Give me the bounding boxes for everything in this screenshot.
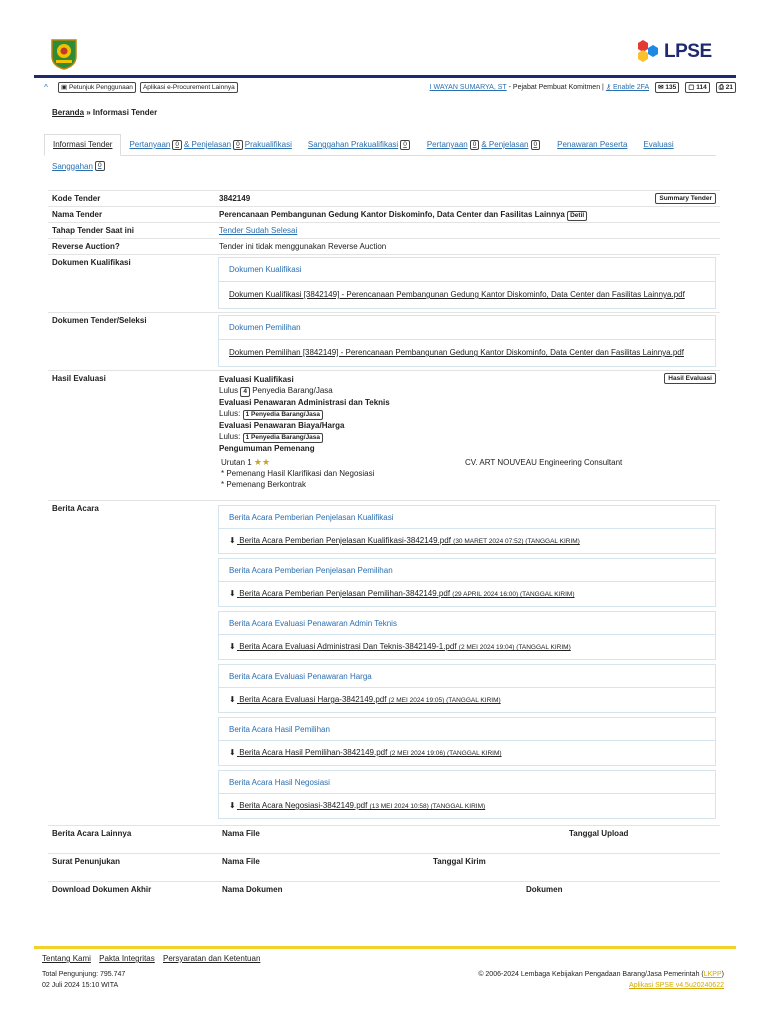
mail-count: 135	[665, 83, 677, 91]
berita-acara-filename: Berita Acara Evaluasi Harga-3842149.pdf	[239, 695, 387, 704]
hasil-evaluasi-label: Hasil Evaluasi	[52, 374, 106, 383]
lulus-harga-badge: 1 Penyedia Barang/Jasa	[243, 433, 323, 443]
download-dokumen-label: Download Dokumen Akhir	[52, 885, 152, 894]
berita-acara-filename: Berita Acara Pemberian Penjelasan Kualifikasi-3842149.pdf	[239, 536, 451, 545]
print-badge[interactable]	[716, 82, 736, 93]
collapse-caret-icon[interactable]: ^	[44, 82, 48, 92]
tab-sanggahan-prak-label: Sanggahan Prakualifikasi	[307, 140, 399, 149]
row-tahap-tender	[48, 222, 720, 238]
regency-logo-icon[interactable]	[48, 36, 80, 70]
download-icon: ⬇	[229, 589, 236, 598]
total-pengunjung: Total Pengunjung: 795.747	[42, 971, 126, 978]
pemenang-note-1: * Pemenang Hasil Klarifikasi dan Negosiasi	[221, 469, 375, 478]
berita-acara-heading: Berita Acara Evaluasi Penawaran Admin Teknis	[219, 612, 715, 635]
berita-acara-panel	[218, 770, 716, 819]
footer-date: 02 Juli 2024 15:10 WITA	[42, 982, 119, 989]
dokumen-tender-label: Dokumen Tender/Seleksi	[52, 316, 147, 325]
lkpp-link[interactable]: LKPP	[703, 971, 722, 978]
berita-acara-heading: Berita Acara Evaluasi Penawaran Harga	[219, 665, 715, 688]
berita-acara-panel	[218, 664, 716, 713]
user-info	[430, 82, 736, 93]
lulus-harga-label: Lulus:	[219, 432, 241, 441]
inbox-icon: ▢	[688, 83, 695, 91]
tender-tabs	[44, 134, 716, 176]
download-col-nama-dokumen: Nama Dokumen	[222, 885, 283, 894]
print-icon: ⎙	[718, 83, 724, 91]
row-berita-acara	[48, 500, 720, 825]
winner-name: CV. ART NOUVEAU Engineering Consultant	[465, 458, 623, 467]
download-icon: ⬇	[229, 748, 236, 757]
kode-tender-label: Kode Tender	[52, 194, 101, 203]
berita-acara-date: (2 MEI 2024 19:05) (TANGGAL KIRIM)	[388, 697, 501, 704]
pertanyaan-count: 0	[172, 140, 182, 150]
berita-acara-filename: Berita Acara Hasil Pemilihan-3842149.pdf	[239, 748, 388, 757]
tab-penjelasan-label: & Penjelasan	[183, 140, 232, 149]
row-hasil-evaluasi	[48, 370, 720, 500]
lulus-kualifikasi-suffix: Penyedia Barang/Jasa	[252, 386, 333, 395]
copyright-close: )	[721, 971, 724, 978]
tab-penjelasan2-label: & Penjelasan	[481, 140, 529, 149]
lpse-hexagon-icon	[634, 38, 664, 64]
berita-lainnya-label: Berita Acara Lainnya	[52, 829, 132, 838]
tab-evaluasi[interactable]: Evaluasi	[643, 140, 674, 149]
dokumen-kualifikasi-panel	[218, 257, 716, 309]
enable-2fa-label: Enable 2FA	[612, 84, 650, 91]
tab-prakualifikasi-label: Prakualifikasi	[244, 140, 292, 149]
tab-sanggahan-prakualifikasi[interactable]	[300, 140, 419, 150]
copyright-text: © 2006-2024 Lembaga Kebijakan Pengadaan Barang/Jasa Pemerintah (	[478, 971, 704, 978]
row-dokumen-kualifikasi	[48, 254, 720, 312]
row-download-dokumen	[48, 881, 720, 909]
star-icon: ★	[253, 457, 262, 467]
row-surat-penunjukan	[48, 853, 720, 881]
reverse-auction-label: Reverse Auction?	[52, 242, 120, 251]
lulus-admin-label: Lulus:	[219, 409, 241, 418]
pertanyaan2-count: 0	[470, 140, 480, 150]
site-footer	[34, 946, 736, 989]
berita-acara-heading: Berita Acara Pemberian Penjelasan Kualifikasi	[219, 506, 715, 529]
berita-acara-filename: Berita Acara Negosiasi-3842149.pdf	[239, 801, 368, 810]
pengumuman-pemenang-title: Pengumuman Pemenang	[219, 444, 315, 453]
lulus-admin-badge: 1 Penyedia Barang/Jasa	[243, 410, 323, 420]
dokumen-kualifikasi-heading: Dokumen Kualifikasi	[219, 258, 715, 282]
berita-acara-date: (2 MEI 2024 19:06) (TANGGAL KIRIM)	[389, 750, 502, 757]
tab-sanggahan[interactable]	[44, 161, 114, 171]
download-col-dokumen: Dokumen	[526, 885, 563, 894]
winner-row	[219, 457, 716, 468]
footer-syarat-link[interactable]: Persyaratan dan Ketentuan	[162, 954, 261, 963]
urutan-label: Urutan 1	[221, 458, 252, 467]
surat-col-tanggal-kirim: Tanggal Kirim	[433, 857, 486, 866]
berita-acara-date: (2 MEI 2024 19:04) (TANGGAL KIRIM)	[458, 644, 571, 651]
tab-penawaran-peserta[interactable]: Penawaran Peserta	[557, 140, 628, 149]
hasil-evaluasi-content	[219, 374, 716, 490]
print-count: 21	[725, 83, 733, 91]
berita-acara-heading: Berita Acara Hasil Negosiasi	[219, 771, 715, 794]
row-reverse-auction	[48, 238, 720, 254]
mail-badge[interactable]	[655, 82, 679, 93]
pemenang-note-2: * Pemenang Berkontrak	[221, 480, 306, 489]
berita-acara-date: (30 MARET 2024 07:52) (TANGGAL KIRIM)	[453, 538, 580, 545]
download-icon: ⬇	[229, 695, 236, 704]
star-icon: ★	[262, 457, 271, 467]
tab-row-2	[44, 156, 716, 176]
hasil-evaluasi-button[interactable]: Hasil Evaluasi	[664, 373, 716, 384]
reverse-auction-value: Tender ini tidak menggunakan Reverse Auction	[219, 242, 387, 251]
detil-button[interactable]: Detil	[567, 211, 587, 221]
tab-pertanyaan-label: Pertanyaan	[129, 140, 171, 149]
aplikasi-lainnya-button[interactable]: Aplikasi e-Procurement Lainnya	[140, 82, 238, 93]
surat-penunjukan-label: Surat Penunjukan	[52, 857, 121, 866]
enable-2fa-link[interactable]	[606, 83, 649, 91]
lainnya-col-nama-file: Nama File	[222, 829, 260, 838]
berita-acara-filename: Berita Acara Pemberian Penjelasan Pemilihan-3842149.pdf	[239, 589, 451, 598]
user-name-link[interactable]: I WAYAN SUMARYA, ST	[429, 83, 507, 91]
berita-acara-panel	[218, 505, 716, 554]
summary-tender-button[interactable]: Summary Tender	[655, 193, 716, 204]
tab-pertanyaan2-label: Pertanyaan	[426, 140, 468, 149]
berita-acara-date: (29 APRIL 2024 16:00) (TANGGAL KIRIM)	[452, 591, 575, 598]
tahap-tender-label: Tahap Tender Saat ini	[52, 226, 134, 235]
dokumen-pemilihan-file-link[interactable]: Dokumen Pemilihan [3842149] - Perencanaan Pembangunan Gedung Kantor Diskominfo, Data Center dan Fasilitas Lainnya.pdf	[229, 348, 684, 357]
mail-icon: ✉	[658, 83, 664, 91]
nama-tender-value: Perencanaan Pembangunan Gedung Kantor Diskominfo, Data Center dan Fasilitas Lainnya	[219, 210, 565, 219]
petunjuk-button[interactable]: ▣ Petunjuk Penggunaan	[58, 82, 136, 93]
lpse-logo[interactable]	[634, 38, 712, 64]
nama-tender-label: Nama Tender	[52, 210, 103, 219]
lainnya-col-tanggal-upload: Tanggal Upload	[569, 829, 629, 838]
breadcrumb	[52, 108, 157, 117]
kode-tender-value: 3842149	[219, 194, 251, 203]
breadcrumb-separator: »	[84, 108, 93, 117]
lulus-kualifikasi-count: 4	[240, 387, 250, 397]
berita-acara-file-link[interactable]	[219, 688, 715, 712]
berita-acara-file-link[interactable]	[219, 582, 715, 606]
berita-acara-file-link[interactable]	[219, 794, 715, 818]
berita-acara-panel	[218, 717, 716, 766]
berita-acara-heading: Berita Acara Hasil Pemilihan	[219, 718, 715, 741]
eval-harga-title: Evaluasi Penawaran Biaya/Harga	[219, 421, 345, 430]
tahap-tender-link[interactable]: Tender Sudah Selesai	[219, 226, 298, 235]
berita-acara-date: (13 MEI 2024 10:58) (TANGGAL KIRIM)	[369, 803, 486, 810]
berita-acara-file-link[interactable]	[219, 529, 715, 553]
user-role: - Pejabat Pembuat Komitmen |	[508, 83, 604, 91]
eval-admin-teknis-title: Evaluasi Penawaran Administrasi dan Teknis	[219, 398, 390, 407]
tab-prakualifikasi[interactable]	[121, 140, 299, 150]
key-icon: ⚷	[605, 84, 611, 91]
lulus-kualifikasi-label: Lulus	[219, 386, 239, 395]
tab-row-1	[44, 134, 716, 156]
download-icon: ⬇	[229, 536, 236, 545]
dokumen-kualifikasi-file-link[interactable]: Dokumen Kualifikasi [3842149] - Perencanaan Pembangunan Gedung Kantor Diskominfo, Data Center dan Fasilitas Lainnya.pdf	[229, 290, 685, 299]
petunjuk-label: Petunjuk Penggunaan	[68, 83, 133, 91]
site-header	[34, 30, 736, 78]
tab-pertanyaan-penjelasan[interactable]	[419, 140, 549, 150]
penjelasan2-count: 0	[531, 140, 541, 150]
footer-copyright	[478, 969, 724, 991]
footer-stats	[42, 969, 125, 991]
lpse-label: LPSE	[664, 41, 712, 62]
dokumen-pemilihan-heading: Dokumen Pemilihan	[219, 316, 715, 340]
download-icon: ⬇	[229, 801, 236, 810]
berita-acara-panel	[218, 558, 716, 607]
surat-col-nama-file: Nama File	[222, 857, 260, 866]
berita-acara-label: Berita Acara	[52, 504, 99, 513]
footer-pakta-link[interactable]: Pakta Integritas	[99, 954, 155, 963]
dokumen-kualifikasi-label: Dokumen Kualifikasi	[52, 258, 131, 267]
inbox-count: 114	[696, 83, 707, 91]
footer-tentang-link[interactable]: Tentang Kami	[42, 954, 91, 963]
sanggahan-count: 0	[95, 161, 105, 171]
footer-links	[42, 954, 266, 963]
sanggahan-prak-count: 0	[400, 140, 410, 150]
row-dokumen-tender	[48, 312, 720, 370]
top-toolbar	[34, 80, 736, 94]
breadcrumb-home-link[interactable]: Beranda	[52, 108, 85, 117]
dokumen-pemilihan-panel	[218, 315, 716, 367]
eval-kualifikasi-title: Evaluasi Kualifikasi	[219, 375, 294, 384]
row-kode-tender	[48, 190, 720, 206]
berita-acara-file-link[interactable]	[219, 635, 715, 659]
breadcrumb-current: Informasi Tender	[92, 108, 158, 117]
berita-acara-heading: Berita Acara Pemberian Penjelasan Pemilihan	[219, 559, 715, 582]
spse-version-link[interactable]: Aplikasi SPSE v4.5u20240622	[629, 982, 724, 989]
berita-acara-panel	[218, 611, 716, 660]
berita-acara-filename: Berita Acara Evaluasi Administrasi Dan Teknis-3842149-1.pdf	[239, 642, 457, 651]
tab-informasi-tender[interactable]: Informasi Tender	[44, 134, 121, 156]
penjelasan-count: 0	[233, 140, 243, 150]
tab-sanggahan-label: Sanggahan	[52, 161, 93, 171]
berita-acara-file-link[interactable]	[219, 741, 715, 765]
row-nama-tender	[48, 206, 720, 222]
row-berita-acara-lainnya	[48, 825, 720, 853]
nama-tender-cell	[219, 210, 587, 221]
download-icon: ⬇	[229, 642, 236, 651]
inbox-badge[interactable]	[685, 82, 709, 93]
